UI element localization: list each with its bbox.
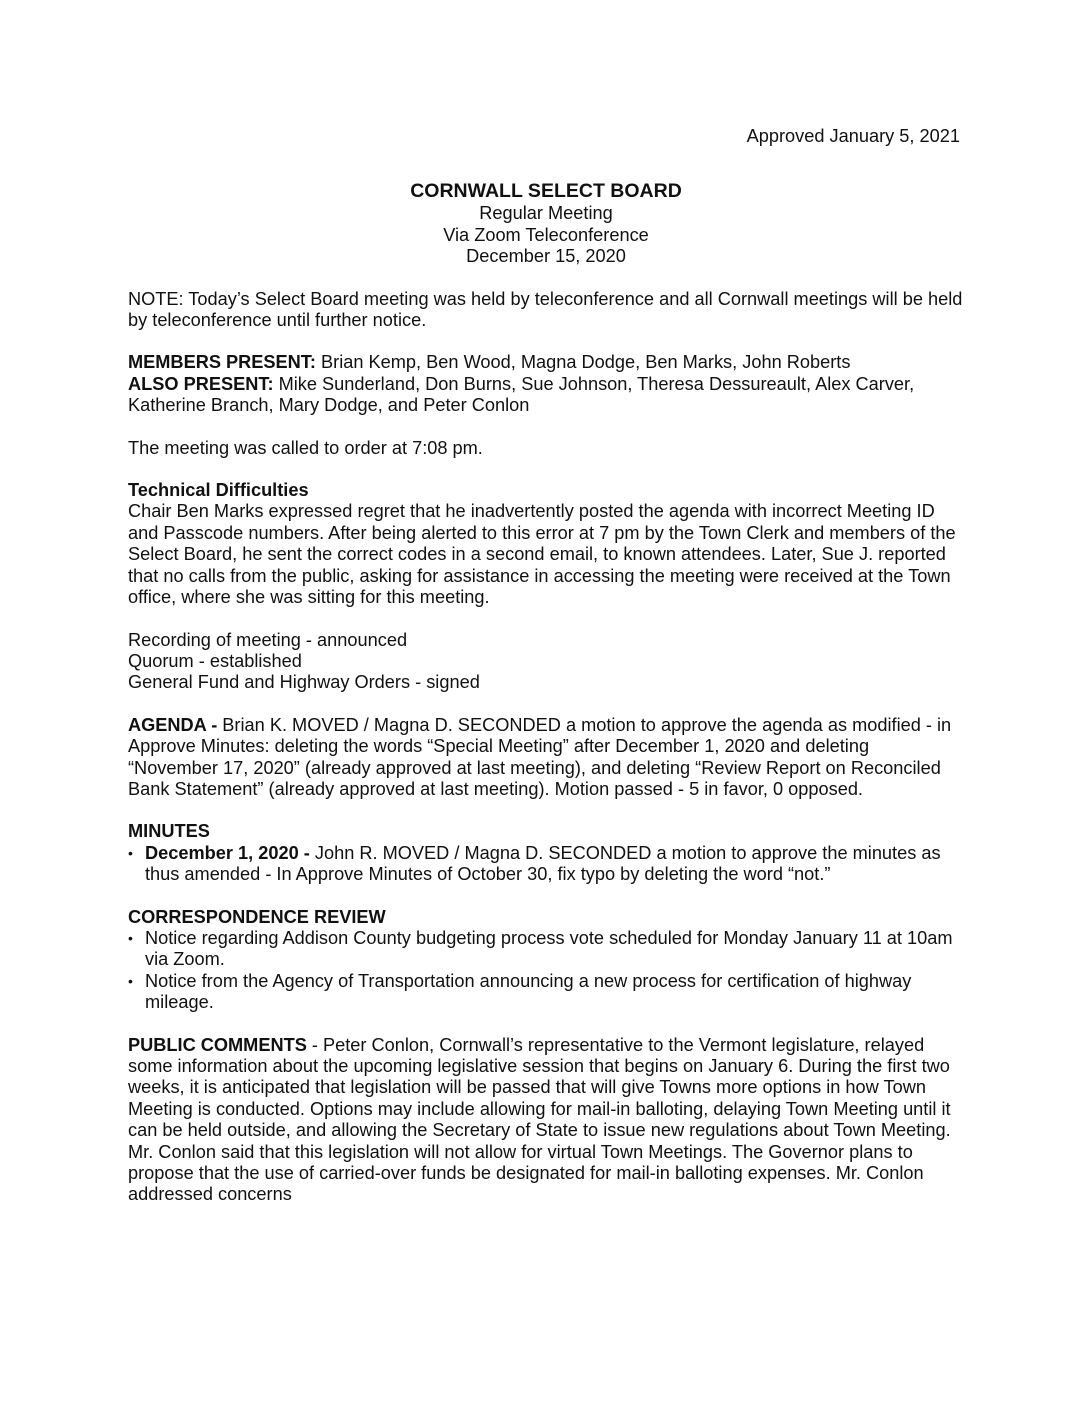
list-item: • Notice from the Agency of Transportation announcing a new process for certification of highway mileage. bbox=[128, 971, 964, 1014]
technical-heading: Technical Difficulties bbox=[128, 480, 309, 501]
minutes-heading: MINUTES bbox=[128, 821, 210, 842]
members-present-names: Brian Kemp, Ben Wood, Magna Dodge, Ben Marks, John Roberts bbox=[315, 352, 851, 373]
call-to-order: The meeting was called to order at 7:08 pm. bbox=[128, 437, 483, 458]
document-header bbox=[128, 180, 964, 267]
status-line: Recording of meeting - announced bbox=[128, 629, 408, 650]
members-present bbox=[128, 352, 964, 373]
correspondence-section bbox=[128, 907, 964, 1014]
document-page bbox=[128, 126, 964, 1206]
correspondence-heading: CORRESPONDENCE REVIEW bbox=[128, 906, 386, 927]
board-name: CORNWALL SELECT BOARD bbox=[410, 180, 682, 203]
list-item bbox=[128, 843, 964, 886]
agenda-paragraph bbox=[128, 715, 964, 801]
list-item: • Notice regarding Addison County budgeting process vote scheduled for Monday January 11 at 10am via Zoom. bbox=[128, 928, 964, 971]
minutes-item-text: John R. MOVED / Magna D. SECONDED a motion to approve the minutes as thus amended - In Approve Minutes of October 30, fix typo by deleting the word “not.” bbox=[145, 842, 941, 885]
correspondence-list bbox=[128, 928, 964, 1014]
minutes-list bbox=[128, 843, 964, 886]
minutes-item-label: December 1, 2020 - bbox=[145, 842, 310, 863]
public-comments-text: - Peter Conlon, Cornwall’s representative to the Vermont legislature, relayed some information about the upcoming legislative session that begins on January 6. During the first two weeks, it is anticipated that legislation will be passed that will give Towns more options in how Town Meeting is conducted. Options may include allowing for mail-in balloting, delaying Town Meeting until it can be held outside, and allowing the Secretary of State to issue new regulations about Town Meeting. Mr. Conlon said that this legislation will not allow for virtual Town Meetings. The Governor plans to propose that the use of carried-over funds be designated for mail-in balloting expenses. Mr. Conlon addressed concerns bbox=[128, 1034, 951, 1205]
status-line: Quorum - established bbox=[128, 650, 302, 671]
public-comments-label: PUBLIC COMMENTS bbox=[128, 1034, 307, 1055]
status-lines bbox=[128, 630, 964, 694]
note-paragraph: NOTE: Today’s Select Board meeting was held by teleconference and all Cornwall meetings will be held by teleconference until further notice. bbox=[128, 288, 963, 331]
also-present bbox=[128, 374, 964, 417]
agenda-label: AGENDA - bbox=[128, 714, 218, 735]
technical-section bbox=[128, 480, 964, 608]
also-present-label: ALSO PRESENT: bbox=[128, 373, 274, 394]
attendance-section bbox=[128, 352, 964, 416]
status-line: General Fund and Highway Orders - signed bbox=[128, 672, 480, 693]
members-present-label: MEMBERS PRESENT: bbox=[128, 352, 316, 373]
meeting-venue: Via Zoom Teleconference bbox=[443, 224, 649, 245]
agenda-text: Brian K. MOVED / Magna D. SECONDED a motion to approve the agenda as modified - in Approve Minutes: deleting the words “Special Meeting” after December 1, 2020 and deleting “November 17, 2020” (already approved at last meeting), and deleting “Review Report on Reconciled Bank Statement” (already approved at last meeting). Motion passed - 5 in favor, 0 opposed. bbox=[128, 714, 952, 799]
meeting-type: Regular Meeting bbox=[479, 203, 613, 224]
technical-text: Chair Ben Marks expressed regret that he inadvertently posted the agenda with incorrect Meeting ID and Passcode numbers. After being alerted to this error at 7 pm by the Town Clerk and members of the Select Board, he sent the correct codes in a second email, to known attendees. Later, Sue J. reported that no calls from the public, asking for assistance in accessing the meeting were received at the Town office, where she was sitting for this meeting. bbox=[128, 501, 956, 608]
approval-date: Approved January 5, 2021 bbox=[746, 126, 960, 146]
also-present-names: Mike Sunderland, Don Burns, Sue Johnson, Theresa Dessureault, Alex Carver, Katherine Branch, Mary Dodge, and Peter Conlon bbox=[128, 373, 915, 416]
minutes-section bbox=[128, 821, 964, 885]
public-comments-paragraph bbox=[128, 1035, 964, 1206]
meeting-date: December 15, 2020 bbox=[466, 246, 626, 267]
